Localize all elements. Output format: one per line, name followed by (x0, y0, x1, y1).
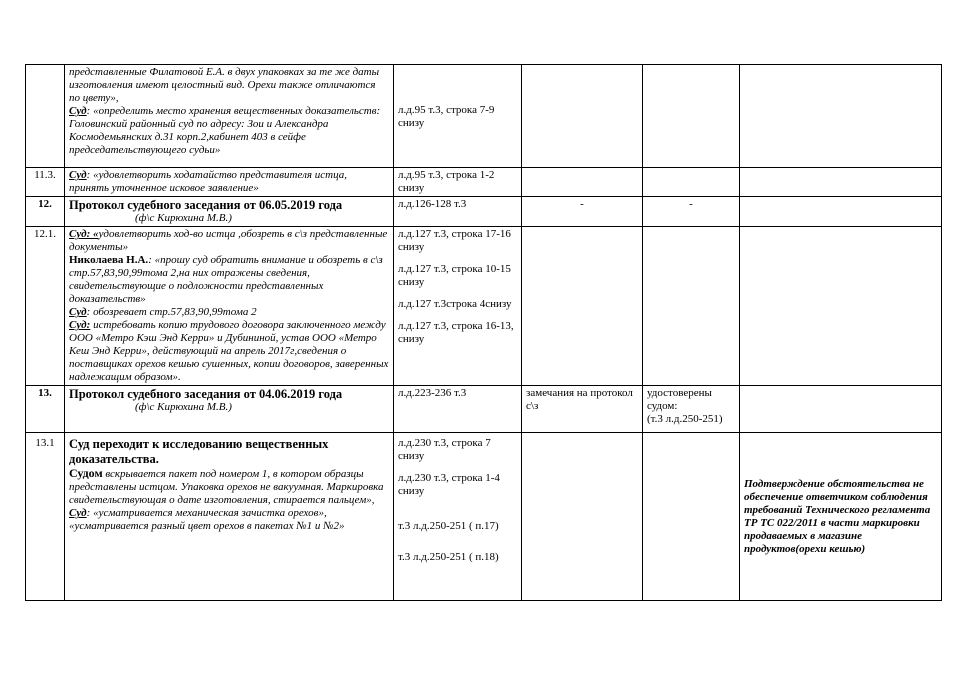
row-text-part: вскрывается пакет под номером 1, в котором образцы представлены истцом. Упаковка орехов не вакуумная. Маркировка свидетельствующая о дате изготовления, стирается пальцем», (69, 468, 384, 506)
reference-text: л.д.127 т.3, строка 17-16 снизу (398, 228, 511, 253)
row-text (65, 65, 394, 168)
row-number: 12. (26, 197, 65, 227)
row-text (65, 227, 394, 386)
empty-cell (522, 168, 643, 197)
row-text-part: «усматривается разный цвет орехов в пакетах №1 и №2» (69, 520, 345, 532)
protocol-title: Протокол судебного заседания от 04.06.2019 года (69, 387, 343, 401)
table-row (26, 65, 942, 168)
empty-cell (643, 65, 740, 168)
speaker-label: Суд (69, 105, 87, 117)
empty-cell (643, 227, 740, 386)
speaker-label: Суд (69, 306, 87, 318)
reference-text: л.д.127 т.3строка 4снизу (398, 298, 512, 310)
remarks-cell: замечания на протокол с\з (522, 386, 643, 433)
table-row (26, 197, 942, 227)
row-text-part: : «удовлетворить ходатайство представителя истца, принять уточненное исковое заявление» (69, 169, 347, 194)
speaker-label: Суд (69, 169, 87, 181)
row-number: 12.1. (26, 227, 65, 386)
remarks-cell: - (522, 197, 643, 227)
reference-text: л.д.127 т.3, строка 10-15 снизу (398, 263, 511, 288)
case-reference: л.д.126-128 т.3 (394, 197, 522, 227)
case-reference (394, 227, 522, 386)
empty-cell (740, 168, 942, 197)
row-text-part: представленные Филатовой Е.А. в двух упаковках за те же даты изготовления имеют целостный вид. Орехи также отличаются по цвету», (69, 66, 380, 104)
annotation-text: Подтверждение обстоятельства не обеспечение ответчиком соблюдения требований Технического регламента ТР ТС 022/2011 в части маркировки продаваемых в магазине продуктов(орехи кешью) (744, 477, 931, 555)
row-text-part: истребовать копию трудового договора заключенного между ООО «Метро Кэш Энд Керри» и Дубининой, устав ООО «Метро Кеш Энд Керри», действующий на апрель 2017г,сведения о поставщиках орехов кешью сушенных, копии договоров, заверенных надлежащим образом». (69, 319, 389, 383)
row-text-part: : «усматривается механическая зачистка орехов», (86, 507, 327, 519)
speaker-label: Николаева Н.А. (69, 254, 149, 266)
table-row (26, 168, 942, 197)
protocol-heading (65, 386, 394, 433)
row-text (65, 433, 394, 601)
table-row (26, 386, 942, 433)
certified-cell: удостоверены судом: (т.3 л.д.250-251) (643, 386, 740, 433)
reference-text: л.д.127 т.3, строка 16-13, снизу (398, 320, 514, 345)
row-text-part: : обозревает стр.57,83,90,99тома 2 (86, 306, 257, 318)
empty-cell (643, 168, 740, 197)
empty-cell (740, 386, 942, 433)
certified-cell: - (643, 197, 740, 227)
case-reference (394, 65, 522, 168)
annotation-cell (740, 433, 942, 601)
table-row (26, 433, 942, 601)
empty-cell (522, 227, 643, 386)
empty-cell (643, 433, 740, 601)
section-heading: Суд переходит к исследованию вещественных доказательства. (69, 437, 329, 466)
table-row (26, 227, 942, 386)
protocol-title: Протокол судебного заседания от 06.05.2019 года (69, 198, 343, 212)
empty-cell (740, 197, 942, 227)
row-text-part: : «определить место хранения вещественных доказательств: Головинский районный суд по адресу: Зои и Александра Космодемьянских д.31 корп.2,кабинет 403 в сейфе председательствующего судьи» (69, 105, 381, 156)
case-reference (394, 433, 522, 601)
row-text-part: : «прошу суд обратить внимание и обозреть в с\з стр.57,83,90,99тома 2,на них отражены сведения, свидетельствующие о подложности представленных доказательств» (69, 254, 383, 305)
speaker-label: Суд (69, 507, 87, 519)
evidence-table (25, 64, 942, 601)
reference-text: т.3 л.д.250-251 ( п.17) (398, 520, 499, 532)
empty-cell (740, 227, 942, 386)
row-text-part: удовлетворить ход-во истца ,обозреть в с\з представленные документы» (69, 228, 388, 253)
reference-text: т.3 л.д.250-251 ( п.18) (398, 551, 499, 563)
empty-cell (740, 65, 942, 168)
speaker-label: Судом (69, 466, 103, 480)
protocol-heading (65, 197, 394, 227)
row-number (26, 65, 65, 168)
row-number: 13.1 (26, 433, 65, 601)
reference-text: л.д.230 т.3, строка 1-4 снизу (398, 472, 500, 497)
row-number: 13. (26, 386, 65, 433)
reference-text: л.д.230 т.3, строка 7 снизу (398, 437, 491, 462)
speaker-label: Суд: (69, 319, 91, 331)
empty-cell (522, 65, 643, 168)
case-reference: л.д.223-236 т.3 (394, 386, 522, 433)
protocol-secretary: (ф\с Кирюхина М.В.) (135, 212, 232, 224)
case-reference: л.д.95 т.3, строка 1-2 снизу (394, 168, 522, 197)
reference-text: л.д.95 т.3, строка 7-9 снизу (398, 104, 495, 129)
empty-cell (522, 433, 643, 601)
row-text (65, 168, 394, 197)
speaker-label: Суд: « (69, 228, 99, 240)
row-number: 11.3. (26, 168, 65, 197)
protocol-secretary: (ф\с Кирюхина М.В.) (135, 401, 232, 413)
